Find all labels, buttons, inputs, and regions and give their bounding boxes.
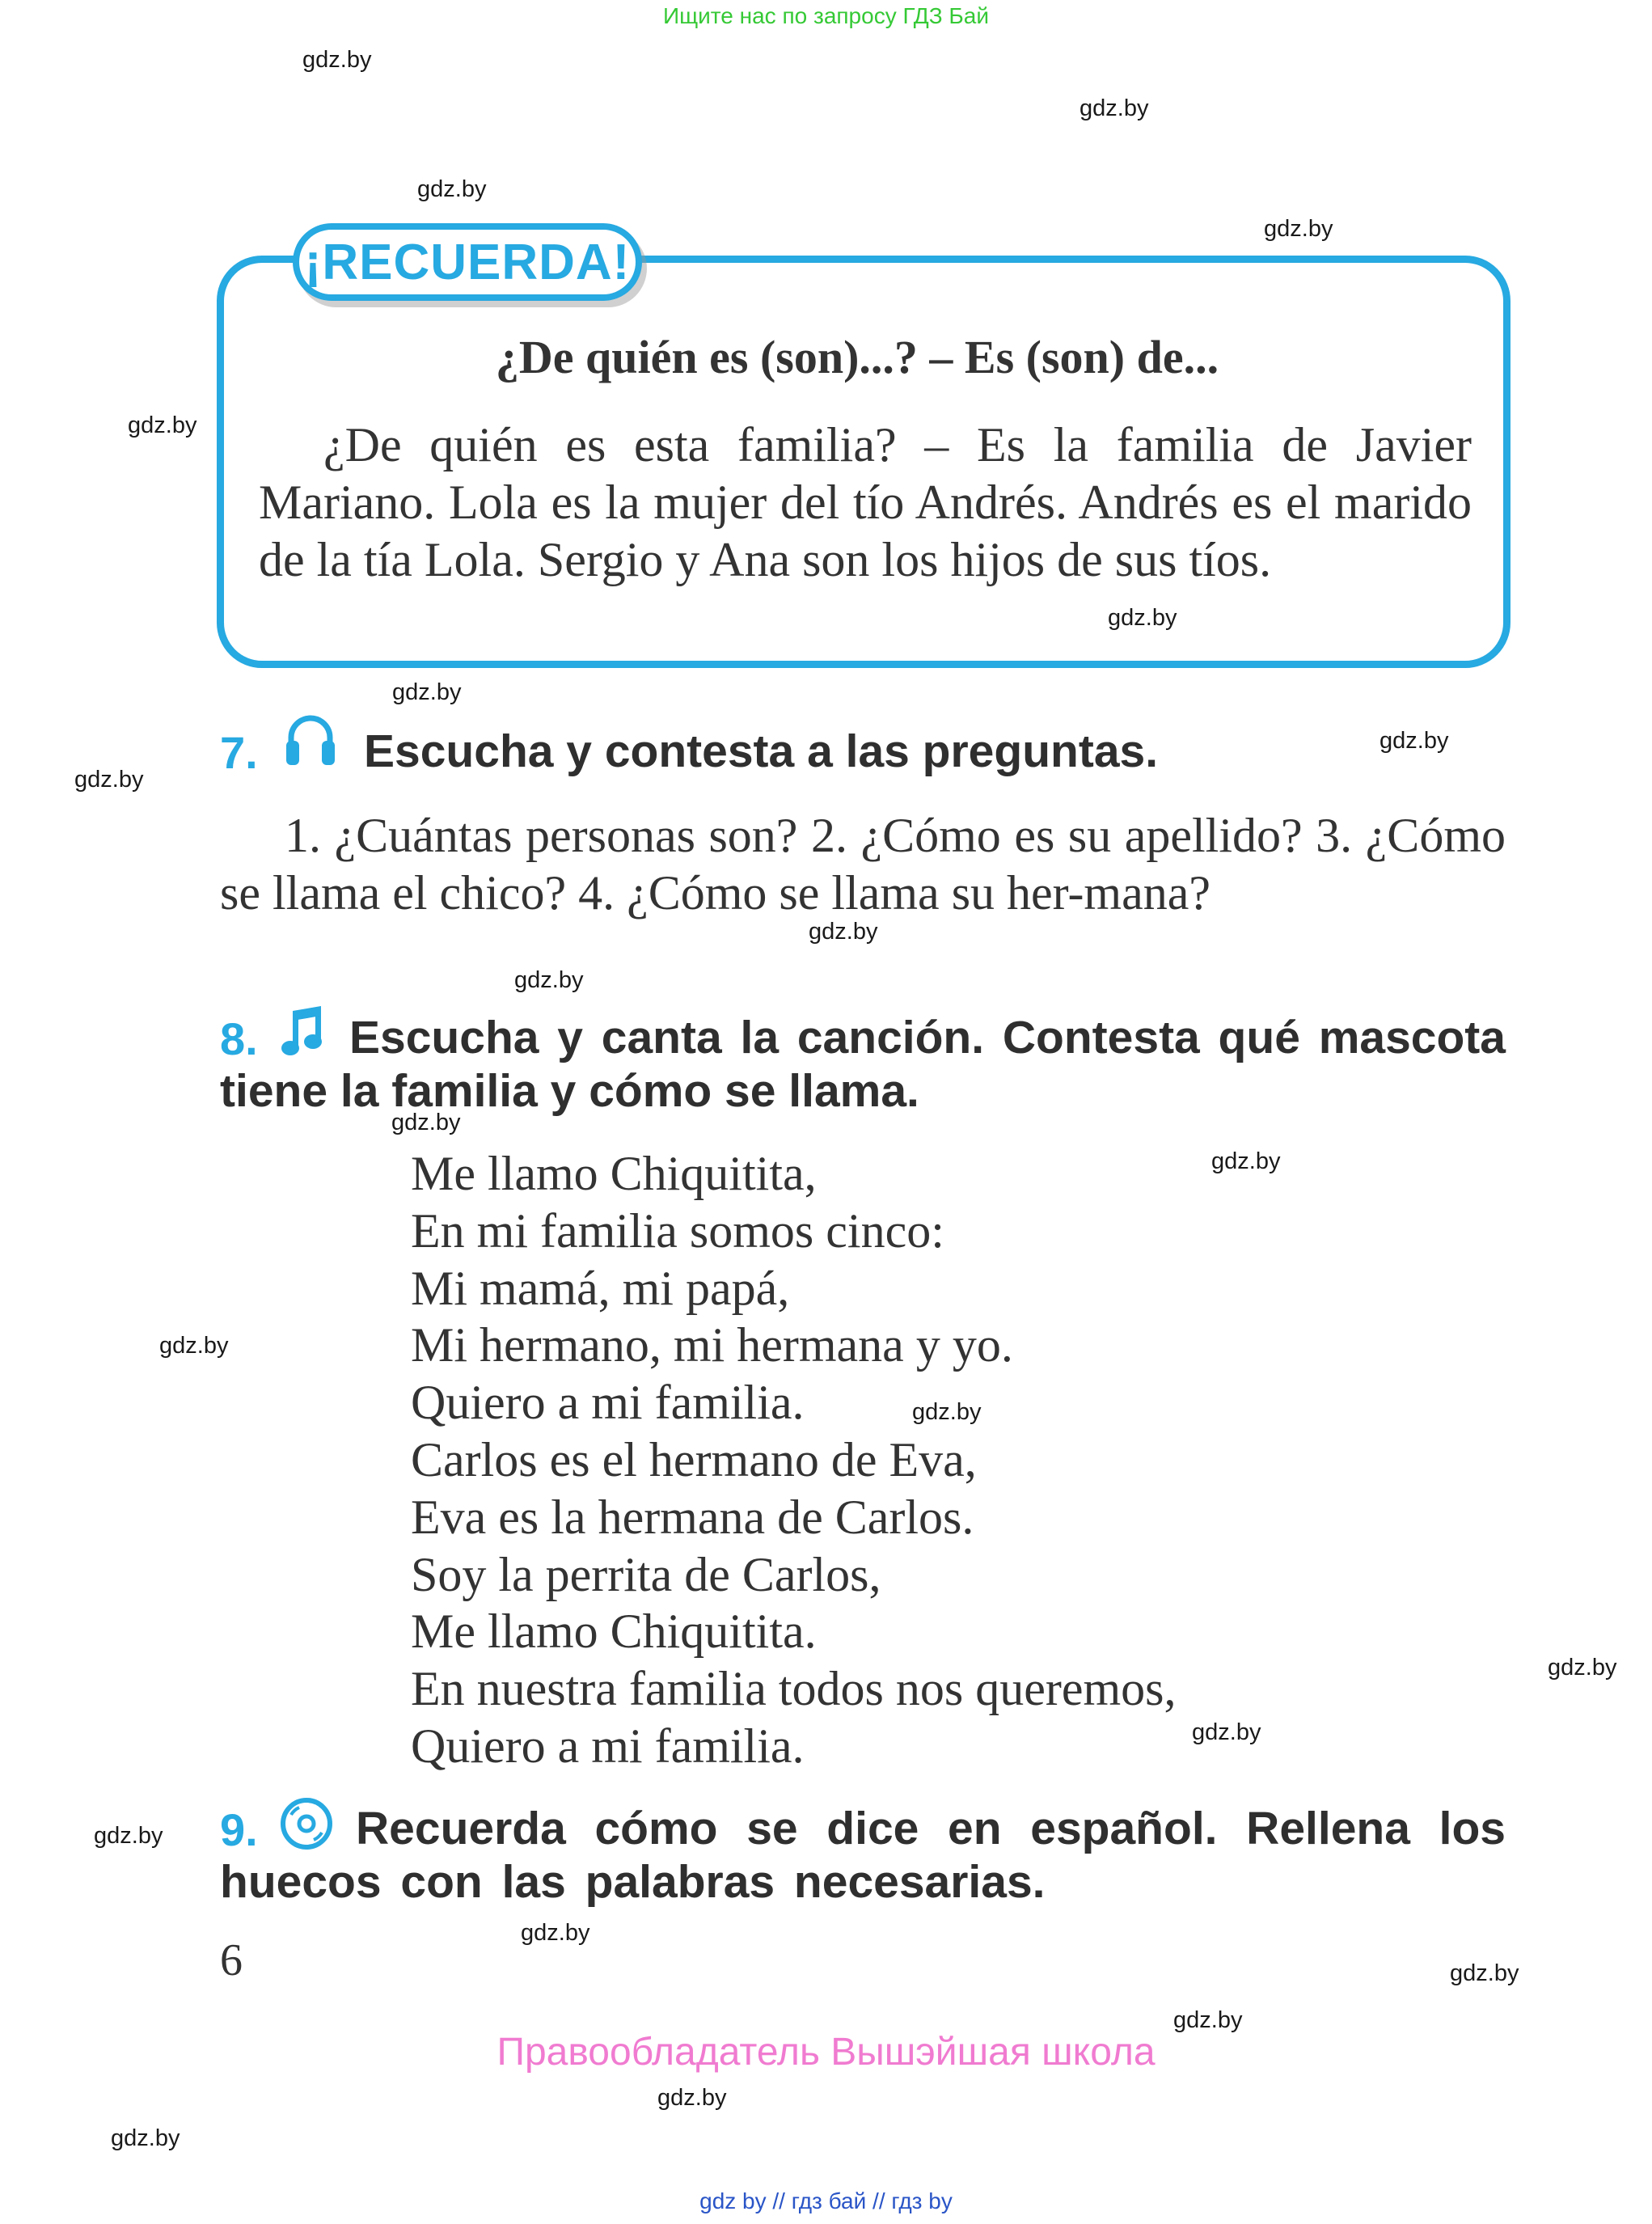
watermark: gdz.by — [159, 1333, 229, 1359]
watermark: gdz.by — [1080, 95, 1149, 121]
watermark: gdz.by — [1450, 1960, 1519, 1986]
watermark: gdz.by — [1379, 728, 1449, 754]
watermark: gdz.by — [1192, 1719, 1261, 1745]
watermark: gdz.by — [809, 919, 878, 945]
watermark: gdz.by — [1173, 2007, 1243, 2033]
song-lyrics — [411, 1145, 1176, 1775]
watermark: gdz.by — [657, 2085, 727, 2111]
watermark: gdz.by — [302, 47, 372, 73]
song-line: Quiero a mi familia. — [411, 1719, 805, 1773]
watermark: gdz.by — [521, 1920, 590, 1946]
song-line: Carlos es el hermano de Eva, — [411, 1432, 977, 1486]
page-number: 6 — [220, 1935, 243, 1985]
watermark: gdz.by — [1548, 1655, 1617, 1681]
song-line: Me llamo Chiquitita. — [411, 1605, 817, 1659]
exercise-8-number: 8. — [220, 1013, 258, 1064]
watermark: gdz.by — [1108, 605, 1177, 631]
top-banner[interactable]: Ищите нас по запросу ГДЗ Бай — [662, 3, 990, 28]
bottom-links[interactable]: gdz by // гдз бай // гдз by — [699, 2188, 953, 2213]
copyright-notice: Правообладатель Вышэйшая школа — [496, 2031, 1156, 2074]
recuerda-heading: ¿De quién es (son)...? – Es (son) de... — [495, 331, 1219, 383]
watermark: gdz.by — [392, 679, 462, 705]
song-line: Me llamo Chiquitita, — [411, 1147, 817, 1200]
watermark: gdz.by — [111, 2125, 180, 2151]
recuerda-label: ¡RECUERDA! — [293, 223, 642, 301]
watermark: gdz.by — [94, 1823, 163, 1849]
exercise-9-number: 9. — [220, 1804, 258, 1855]
song-line: Quiero a mi familia. — [411, 1376, 805, 1430]
exercise-9-title: Recuerda cómo se dice en español. Rellena los huecos con las palabras necesarias. — [220, 1803, 1506, 1908]
watermark: gdz.by — [912, 1399, 982, 1425]
watermark: gdz.by — [417, 176, 487, 202]
exercise-8-title: Escucha y canta la canción. Contesta qué mascota tiene la familia y cómo se llama. — [220, 1012, 1506, 1117]
exercise-7-body: 1. ¿Cuántas personas son? 2. ¿Cómo es su apellido? 3. ¿Cómo se llama el chico? 4. ¿Cómo se llama su her-mana? — [220, 809, 1506, 920]
watermark: gdz.by — [74, 767, 144, 793]
exercise-7-title: Escucha y contesta a las preguntas. — [364, 725, 1159, 777]
watermark: gdz.by — [1264, 216, 1333, 242]
exercise-7-number: 7. — [220, 727, 258, 778]
watermark: gdz.by — [514, 967, 584, 993]
song-line: En nuestra familia todos nos queremos, — [411, 1662, 1177, 1716]
watermark: gdz.by — [128, 412, 197, 438]
song-line: Mi hermano, mi hermana y yo. — [411, 1318, 1013, 1372]
headphones-icon — [285, 712, 336, 768]
song-line: Mi mamá, mi papá, — [411, 1261, 790, 1315]
song-line: En mi familia somos cinco: — [411, 1203, 944, 1258]
recuerda-text: ¿De quién es esta familia? – Es la familia de Javier Mariano. Lola es la mujer del tío Andrés. Andrés es el marido de la tía Lola. Sergio y Ana son los hijos de sus tíos. — [259, 418, 1472, 586]
watermark: gdz.by — [391, 1110, 461, 1135]
watermark: gdz.by — [1211, 1148, 1281, 1174]
song-line: Soy la perrita de Carlos, — [411, 1547, 881, 1601]
song-line: Eva es la hermana de Carlos. — [411, 1490, 974, 1544]
